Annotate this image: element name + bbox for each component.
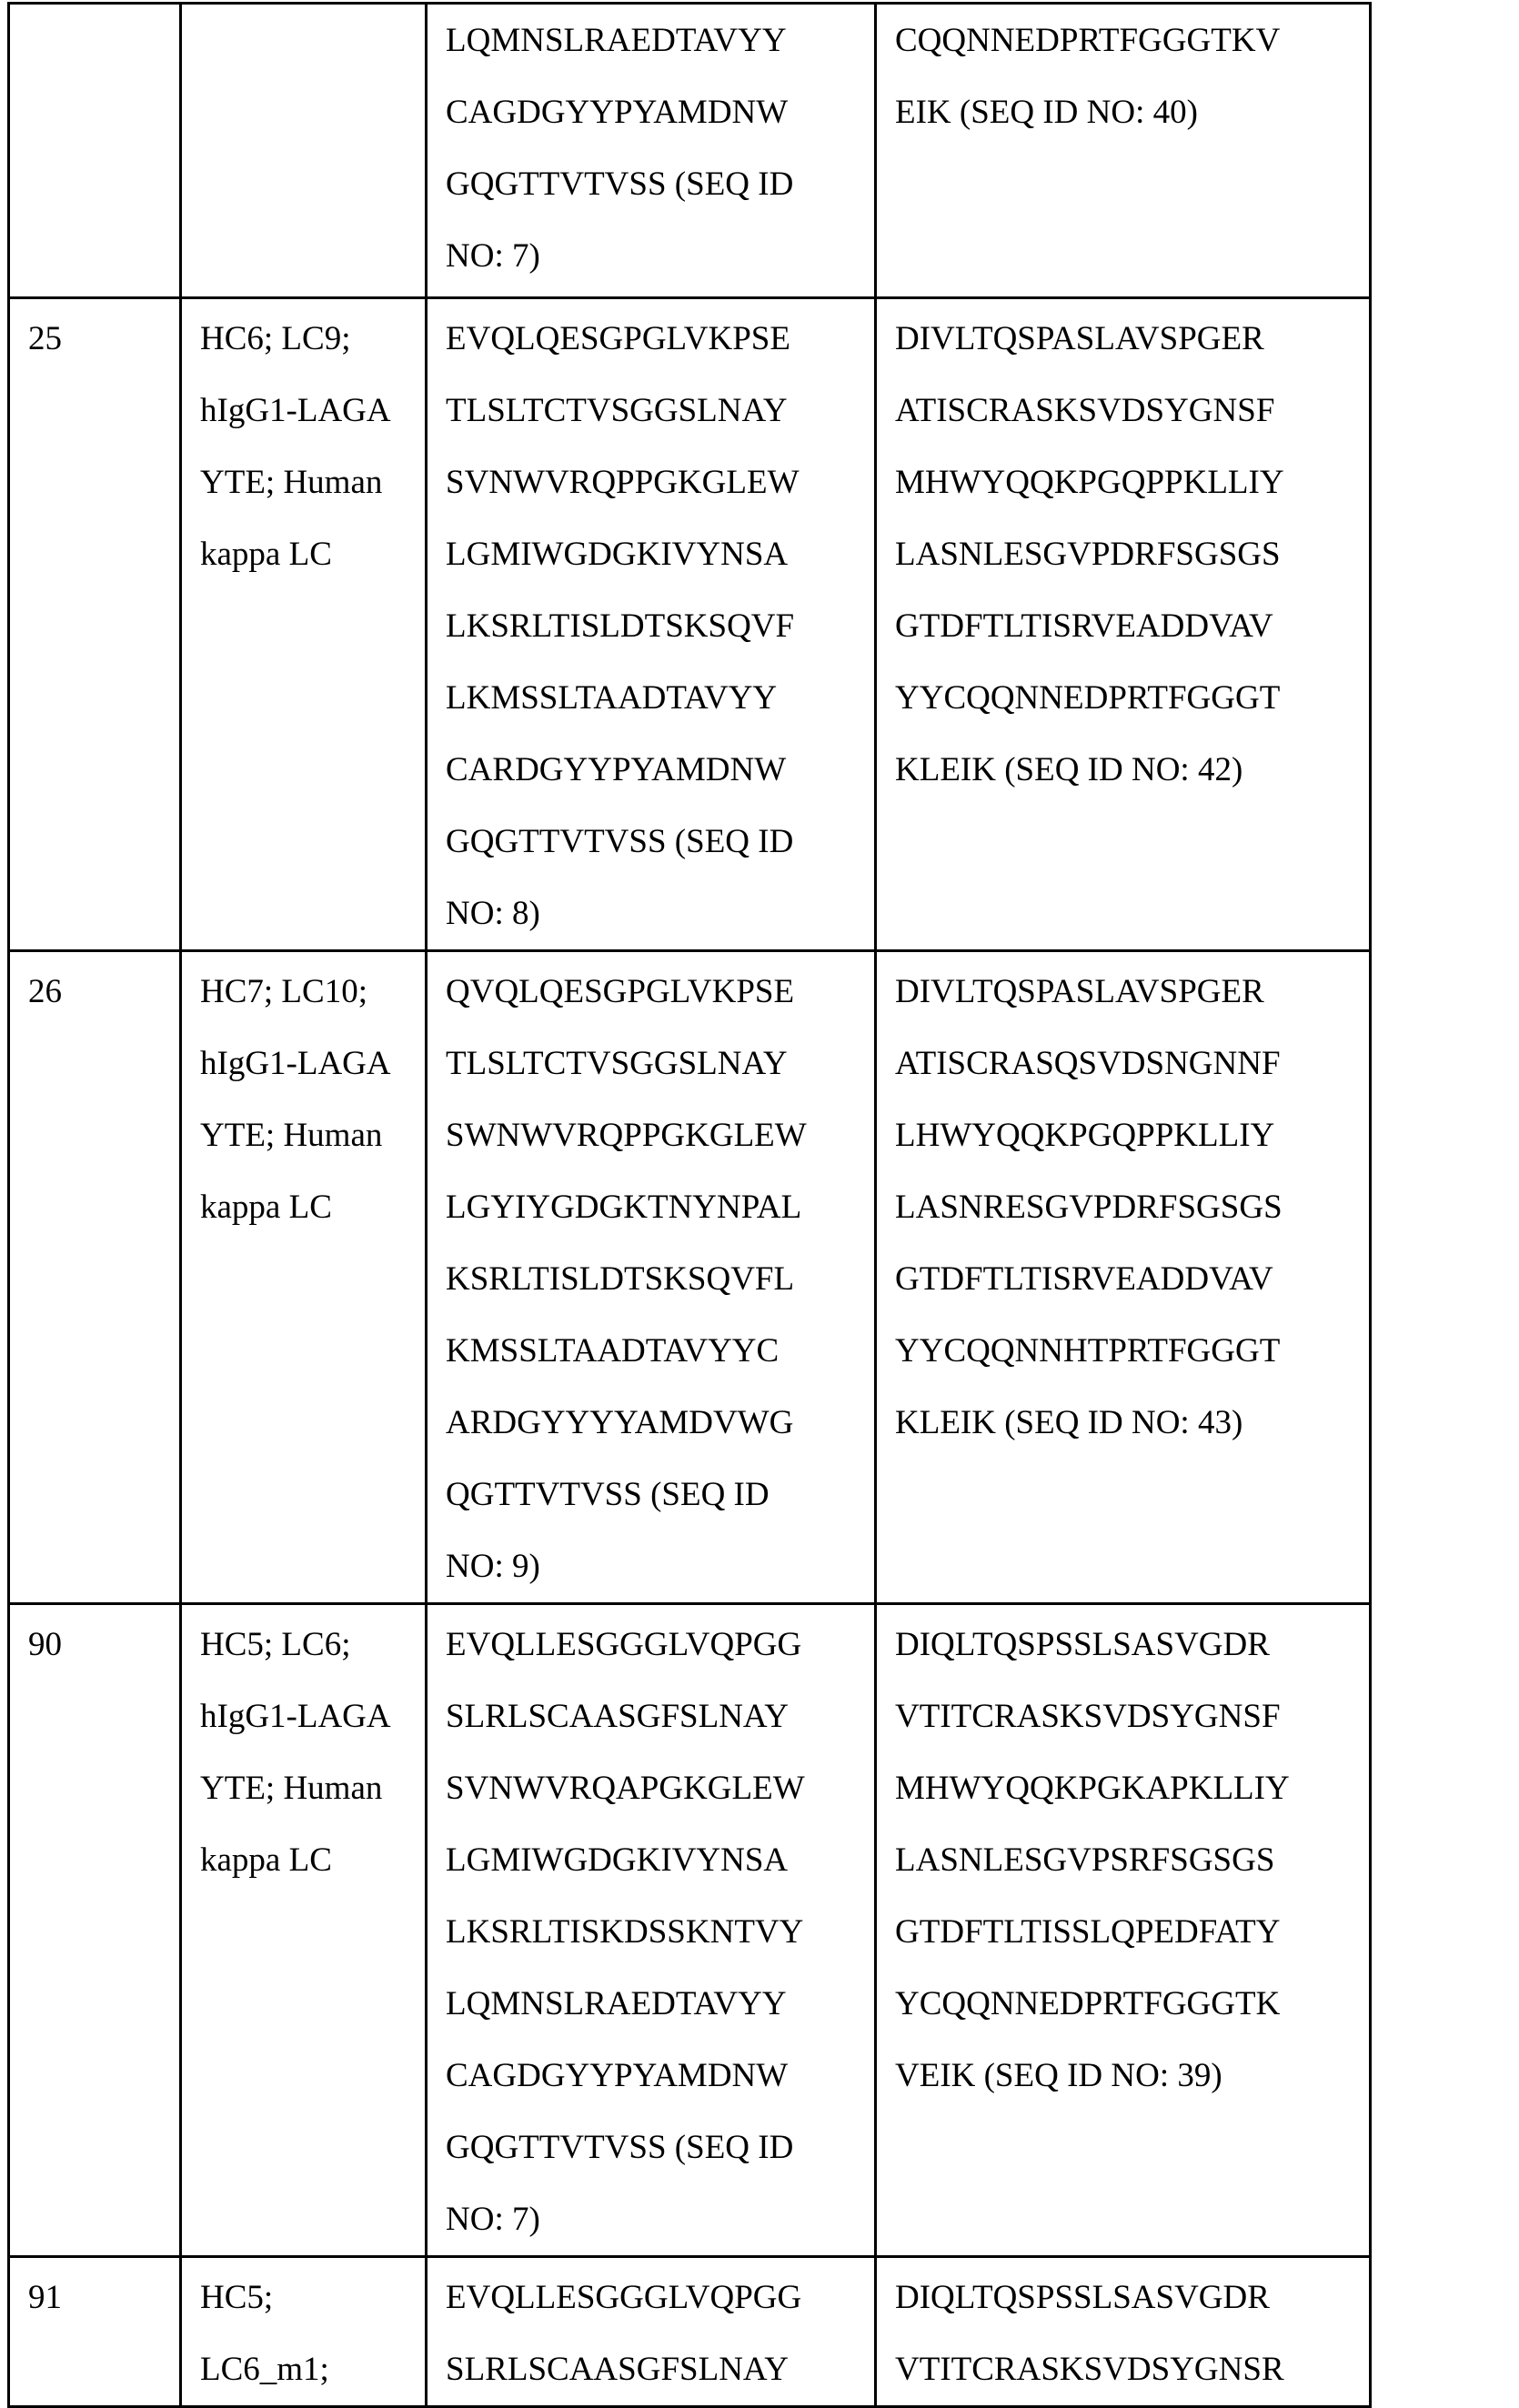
heavy-chain-cell-line: GQGTTVTVSS (SEQ ID xyxy=(446,148,858,220)
description-cell xyxy=(181,1604,427,2257)
light-chain-cell-line: LASNRESGVPDRFSGSGS xyxy=(895,1171,1353,1243)
light-chain-cell-line: LASNLESGVPSRFSGSGS xyxy=(895,1824,1353,1896)
description-cell-line: YTE; Human xyxy=(200,1752,408,1824)
heavy-chain-cell-line: GQGTTVTVSS (SEQ ID xyxy=(446,2112,858,2183)
table-row xyxy=(9,1604,1371,2257)
light-chain-cell-line: DIVLTQSPASLAVSPGER xyxy=(895,303,1353,375)
heavy-chain-cell-line: LGMIWGDGKIVYNSA xyxy=(446,518,858,590)
heavy-chain-cell-line: EVQLQESGPGLVKPSE xyxy=(446,303,858,375)
heavy-chain-cell-line: TLSLTCTVSGGSLNAY xyxy=(446,375,858,446)
heavy-chain-cell xyxy=(427,298,876,951)
light-chain-cell xyxy=(876,1604,1371,2257)
sequence-id-cell: 91 xyxy=(9,2257,181,2407)
description-cell-line: kappa LC xyxy=(200,1824,408,1896)
heavy-chain-cell-line: LKSRLTISKDSSKNTVY xyxy=(446,1896,858,1968)
light-chain-cell-line: GTDFTLTISSLQPEDFATY xyxy=(895,1896,1353,1968)
light-chain-cell-line: KLEIK (SEQ ID NO: 42) xyxy=(895,734,1353,806)
heavy-chain-cell-line: CARDGYYPYAMDNW xyxy=(446,734,858,806)
heavy-chain-cell-line: LGYIYGDGKTNYNPAL xyxy=(446,1171,858,1243)
light-chain-cell-line: MHWYQQKPGQPPKLLIY xyxy=(895,446,1353,518)
heavy-chain-cell-line: GQGTTVTVSS (SEQ ID xyxy=(446,806,858,878)
light-chain-cell-line: ATISCRASQSVDSNGNNF xyxy=(895,1028,1353,1099)
description-cell-line: YTE; Human xyxy=(200,446,408,518)
light-chain-cell-line: YYCQQNNHTPRTFGGGT xyxy=(895,1315,1353,1387)
heavy-chain-cell-line: KSRLTISLDTSKSQVFL xyxy=(446,1243,858,1315)
heavy-chain-cell-line: SVNWVRQPPGKGLEW xyxy=(446,446,858,518)
light-chain-cell-line: KLEIK (SEQ ID NO: 43) xyxy=(895,1387,1353,1459)
heavy-chain-cell xyxy=(427,2257,876,2407)
heavy-chain-cell-line: ARDGYYYYAMDVWG xyxy=(446,1387,858,1459)
description-cell xyxy=(181,951,427,1604)
sequence-id-cell xyxy=(9,4,181,298)
light-chain-cell xyxy=(876,2257,1371,2407)
heavy-chain-cell-line: EVQLLESGGGLVQPGG xyxy=(446,2262,858,2333)
heavy-chain-cell xyxy=(427,1604,876,2257)
description-cell-line: HC6; LC9; xyxy=(200,303,408,375)
light-chain-cell-line: DIQLTQSPSSLSASVGDR xyxy=(895,2262,1353,2333)
description-cell xyxy=(181,2257,427,2407)
table-row xyxy=(9,4,1371,298)
light-chain-cell-line: VEIK (SEQ ID NO: 39) xyxy=(895,2040,1353,2112)
heavy-chain-cell-line: LKMSSLTAADTAVYY xyxy=(446,662,858,734)
heavy-chain-cell xyxy=(427,4,876,298)
light-chain-cell-line: ATISCRASKSVDSYGNSF xyxy=(895,375,1353,446)
light-chain-cell xyxy=(876,298,1371,951)
heavy-chain-cell-line: NO: 8) xyxy=(446,878,858,949)
light-chain-cell-line: LHWYQQKPGQPPKLLIY xyxy=(895,1099,1353,1171)
heavy-chain-cell-line: SLRLSCAASGFSLNAY xyxy=(446,2333,858,2405)
description-cell-line: hIgG1-LAGA xyxy=(200,375,408,446)
heavy-chain-cell-line: NO: 7) xyxy=(446,220,858,292)
light-chain-cell xyxy=(876,951,1371,1604)
description-cell-line: hIgG1-LAGA xyxy=(200,1681,408,1752)
table-row xyxy=(9,2257,1371,2407)
sequence-id-cell: 26 xyxy=(9,951,181,1604)
heavy-chain-cell-line: KMSSLTAADTAVYYC xyxy=(446,1315,858,1387)
heavy-chain-cell-line: TLSLTCTVSGGSLNAY xyxy=(446,1028,858,1099)
light-chain-cell-line: GTDFTLTISRVEADDVAV xyxy=(895,1243,1353,1315)
description-cell xyxy=(181,298,427,951)
light-chain-cell-line: YYCQQNNEDPRTFGGGT xyxy=(895,662,1353,734)
heavy-chain-cell-line: NO: 7) xyxy=(446,2183,858,2255)
heavy-chain-cell-line: QGTTVTVSS (SEQ ID xyxy=(446,1459,858,1530)
heavy-chain-cell-line: QVQLQESGPGLVKPSE xyxy=(446,956,858,1028)
description-cell-line: HC7; LC10; xyxy=(200,956,408,1028)
description-cell-line: HC5; LC6; xyxy=(200,1609,408,1681)
heavy-chain-cell-line: NO: 9) xyxy=(446,1530,858,1602)
sequence-table xyxy=(7,2,1372,2408)
light-chain-cell-line: DIVLTQSPASLAVSPGER xyxy=(895,956,1353,1028)
description-cell-line: HC5; xyxy=(200,2262,408,2333)
sequence-id-cell: 25 xyxy=(9,298,181,951)
heavy-chain-cell xyxy=(427,951,876,1604)
heavy-chain-cell-line: SVNWVRQAPGKGLEW xyxy=(446,1752,858,1824)
light-chain-cell-line: LASNLESGVPDRFSGSGS xyxy=(895,518,1353,590)
light-chain-cell-line: DIQLTQSPSSLSASVGDR xyxy=(895,1609,1353,1681)
light-chain-cell-line: GTDFTLTISRVEADDVAV xyxy=(895,590,1353,662)
heavy-chain-cell-line: SWNWVRQPPGKGLEW xyxy=(446,1099,858,1171)
description-cell-line: kappa LC xyxy=(200,1171,408,1243)
description-cell xyxy=(181,4,427,298)
light-chain-cell xyxy=(876,4,1371,298)
light-chain-cell-line: YCQQNNEDPRTFGGGTK xyxy=(895,1968,1353,2040)
heavy-chain-cell-line: SLRLSCAASGFSLNAY xyxy=(446,1681,858,1752)
heavy-chain-cell-line: CAGDGYYPYAMDNW xyxy=(446,2040,858,2112)
description-cell-line: LC6_m1; xyxy=(200,2333,408,2405)
light-chain-cell-line: CQQNNEDPRTFGGGTKV xyxy=(895,5,1353,76)
heavy-chain-cell-line: EVQLLESGGGLVQPGG xyxy=(446,1609,858,1681)
light-chain-cell-line: MHWYQQKPGKAPKLLIY xyxy=(895,1752,1353,1824)
light-chain-cell-line: VTITCRASKSVDSYGNSR xyxy=(895,2333,1353,2405)
light-chain-cell-line: VTITCRASKSVDSYGNSF xyxy=(895,1681,1353,1752)
table-row xyxy=(9,951,1371,1604)
description-cell-line: hIgG1-LAGA xyxy=(200,1028,408,1099)
description-cell-line: YTE; Human xyxy=(200,1099,408,1171)
heavy-chain-cell-line: CAGDGYYPYAMDNW xyxy=(446,76,858,148)
heavy-chain-cell-line: LGMIWGDGKIVYNSA xyxy=(446,1824,858,1896)
heavy-chain-cell-line: LQMNSLRAEDTAVYY xyxy=(446,1968,858,2040)
light-chain-cell-line: EIK (SEQ ID NO: 40) xyxy=(895,76,1353,148)
description-cell-line: kappa LC xyxy=(200,518,408,590)
sequence-id-cell: 90 xyxy=(9,1604,181,2257)
table-row xyxy=(9,298,1371,951)
heavy-chain-cell-line: LKSRLTISLDTSKSQVF xyxy=(446,590,858,662)
heavy-chain-cell-line: LQMNSLRAEDTAVYY xyxy=(446,5,858,76)
